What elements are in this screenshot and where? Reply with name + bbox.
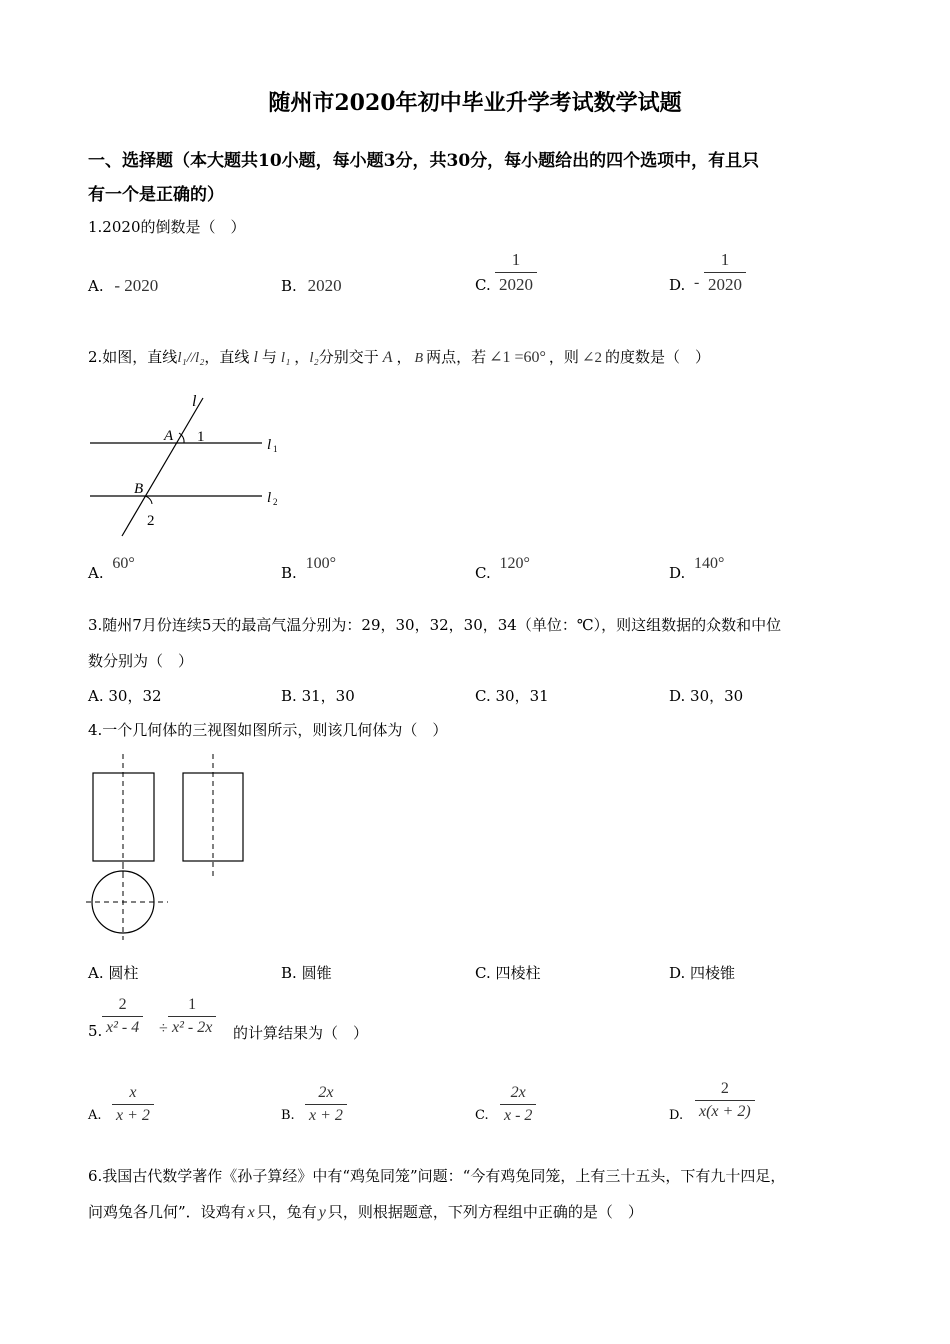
q2-option-c[interactable] — [475, 555, 530, 583]
q1-option-d-fraction — [704, 250, 746, 295]
denominator: x² - 4 — [106, 1019, 140, 1036]
q1-option-d-sign: - — [694, 274, 700, 291]
numerator: x — [129, 1084, 137, 1101]
option-value: 31，30 — [301, 687, 355, 705]
denominator: x - 2 — [504, 1107, 533, 1124]
q5-stem-suffix: 的计算结果为（ ） — [233, 1024, 369, 1042]
q2-text: ，则 — [548, 348, 579, 366]
q1-option-a[interactable] — [88, 276, 158, 296]
q5-option-c-fraction — [500, 1084, 536, 1125]
label-point-b: B — [134, 481, 144, 497]
option-value: 100° — [305, 555, 336, 572]
option-label: D. — [669, 964, 686, 982]
numerator: 2 — [720, 1080, 729, 1097]
q2-text: ，直线 — [204, 348, 250, 366]
q2-option-d[interactable] — [669, 555, 725, 583]
label-l2: l — [267, 490, 272, 506]
denominator: x + 2 — [116, 1107, 150, 1124]
label-point-a: A — [164, 428, 174, 444]
q1-option-b[interactable] — [281, 276, 342, 296]
question-2-stem — [88, 346, 878, 367]
denominator: x² - 2x — [172, 1019, 213, 1036]
label-l: l — [192, 393, 197, 410]
fraction-bar — [102, 1016, 143, 1017]
option-value: 2020 — [307, 276, 342, 295]
question-4-stem: 4.一个几何体的三视图如图所示，则该几何体为（ ） — [88, 721, 448, 739]
q5-option-b-fraction — [305, 1084, 347, 1125]
q5-division-sign: ÷ — [159, 1020, 168, 1037]
denominator: x + 2 — [309, 1107, 343, 1124]
option-value: 60° — [112, 555, 135, 572]
q2-text: 与 — [261, 348, 277, 366]
option-value: 圆锥 — [301, 964, 332, 982]
question-6-stem-line-2 — [88, 1201, 878, 1222]
numerator: 2x — [318, 1084, 334, 1101]
option-value: 120° — [499, 555, 530, 572]
question-3-stem-line-2: 数分别为（ ） — [88, 652, 194, 670]
q1-option-c-fraction — [495, 250, 537, 295]
option-label: C. — [475, 964, 491, 982]
numerator: 1 — [511, 250, 521, 269]
q2-parallel-expr: l₁//l₂ — [177, 350, 205, 366]
option-label: A. — [88, 964, 104, 982]
q2-text: 2.如图，直线 — [88, 348, 178, 366]
option-value: 圆柱 — [108, 964, 139, 982]
line-l — [122, 398, 203, 536]
option-label: C. — [475, 687, 491, 705]
q5-option-b-label[interactable]: B. — [281, 1108, 295, 1123]
fraction-bar — [500, 1104, 536, 1105]
q5-option-a-label[interactable]: A. — [88, 1108, 102, 1123]
q2-text: ， — [294, 348, 310, 366]
label-l1-subscript: 1 — [273, 444, 278, 454]
q5-option-d-label[interactable]: D. — [669, 1108, 684, 1123]
question-6-stem-line-1: 6.我国古代数学著作《孙子算经》中有“鸡兔同笼”问题：“今有鸡兔同笼，上有三十五头，下有九十四足， — [88, 1167, 786, 1185]
denominator: x(x + 2) — [699, 1103, 751, 1120]
q2-line-l2: l₂ — [309, 350, 319, 366]
q6-variable-y: y — [318, 1204, 326, 1221]
option-label: B. — [281, 687, 297, 705]
numerator: 1 — [188, 996, 197, 1013]
numerator: 2x — [510, 1084, 526, 1101]
option-value: 140° — [694, 555, 725, 572]
q5-fraction-1 — [102, 996, 143, 1037]
q2-option-a[interactable] — [88, 555, 135, 583]
option-label: B. — [281, 964, 297, 982]
fraction-bar — [305, 1104, 347, 1105]
q4-three-view-figure — [84, 752, 254, 944]
q4-option-a[interactable] — [88, 962, 138, 983]
q2-figure-parallel-lines — [86, 390, 286, 540]
q3-option-c[interactable] — [475, 685, 549, 706]
option-value: 四棱柱 — [495, 964, 541, 982]
q6-text: 只，兔有 — [256, 1203, 317, 1221]
option-value: - 2020 — [114, 276, 159, 295]
q2-text: ， — [396, 348, 412, 366]
q5-option-d-fraction — [695, 1080, 755, 1121]
q4-option-b[interactable] — [281, 962, 332, 983]
question-3-stem-line-1: 3.随州7月份连续5天的最高气温分别为：29，30，32，30，34（单位：℃），则这组数据的众数和中位 — [88, 616, 782, 634]
option-value: 30，31 — [495, 687, 549, 705]
q6-text: 问鸡兔各几何”．设鸡有 — [88, 1203, 246, 1221]
option-label: A. — [88, 687, 104, 705]
page-title: 随州市2020年初中毕业升学考试数学试题 — [268, 90, 682, 116]
label-l2-subscript: 2 — [273, 497, 278, 507]
q4-option-c[interactable] — [475, 962, 541, 983]
question-1-stem: 1.2020的倒数是（ ） — [88, 218, 246, 236]
q5-number: 5. — [88, 1022, 103, 1040]
q2-line-l: l — [253, 349, 258, 366]
q2-point-b: B — [414, 351, 424, 366]
q2-angle-1: ∠1 =60° — [489, 349, 546, 366]
option-label: B. — [281, 277, 297, 295]
q5-option-c-label[interactable]: C. — [475, 1108, 489, 1123]
q2-point-a: A — [382, 349, 393, 366]
denominator: 2020 — [499, 275, 533, 294]
q3-option-b[interactable] — [281, 685, 355, 706]
q2-text: 的度数是（ ） — [605, 348, 711, 366]
label-angle-2: 2 — [147, 513, 155, 529]
q3-option-d[interactable] — [669, 685, 743, 706]
q2-text: 两点，若 — [426, 348, 487, 366]
label-angle-1: 1 — [197, 429, 205, 445]
numerator: 2 — [118, 996, 127, 1013]
label-l1: l — [267, 437, 272, 453]
q3-option-a[interactable] — [88, 685, 162, 706]
numerator: 1 — [720, 250, 730, 269]
q2-option-b[interactable] — [281, 555, 336, 583]
option-value: 30，32 — [108, 687, 162, 705]
fraction-bar — [695, 1100, 755, 1101]
section-heading-line-2: 有一个是正确的） — [88, 185, 224, 205]
section-heading-line-1: 一、选择题（本大题共10小题，每小题3分，共30分，每小题给出的四个选项中，有且只 — [88, 151, 760, 171]
option-value: 30，30 — [690, 687, 744, 705]
fraction-bar — [112, 1104, 154, 1105]
option-label: A. — [88, 564, 104, 582]
fraction-bar — [704, 272, 746, 273]
q2-line-l1: l₁ — [280, 350, 291, 366]
fraction-bar — [495, 272, 537, 273]
option-label: D. — [669, 564, 686, 582]
fraction-bar — [168, 1016, 216, 1017]
q2-angle-2: ∠2 — [581, 350, 603, 366]
q1-option-d-label[interactable]: D. — [669, 276, 686, 294]
option-label: D. — [669, 687, 686, 705]
option-label: A. — [88, 277, 104, 295]
q5-fraction-2 — [168, 996, 216, 1037]
option-value: 四棱锥 — [690, 964, 736, 982]
denominator: 2020 — [708, 275, 742, 294]
q6-text: 只，则根据题意，下列方程组中正确的是（ ） — [327, 1203, 643, 1221]
option-label: C. — [475, 564, 491, 582]
q2-text: 分别交于 — [318, 348, 379, 366]
q4-option-d[interactable] — [669, 962, 735, 983]
q6-variable-x: x — [247, 1204, 255, 1221]
q1-option-c-label[interactable]: C. — [475, 276, 491, 294]
option-label: B. — [281, 564, 297, 582]
q5-option-a-fraction — [112, 1084, 154, 1125]
